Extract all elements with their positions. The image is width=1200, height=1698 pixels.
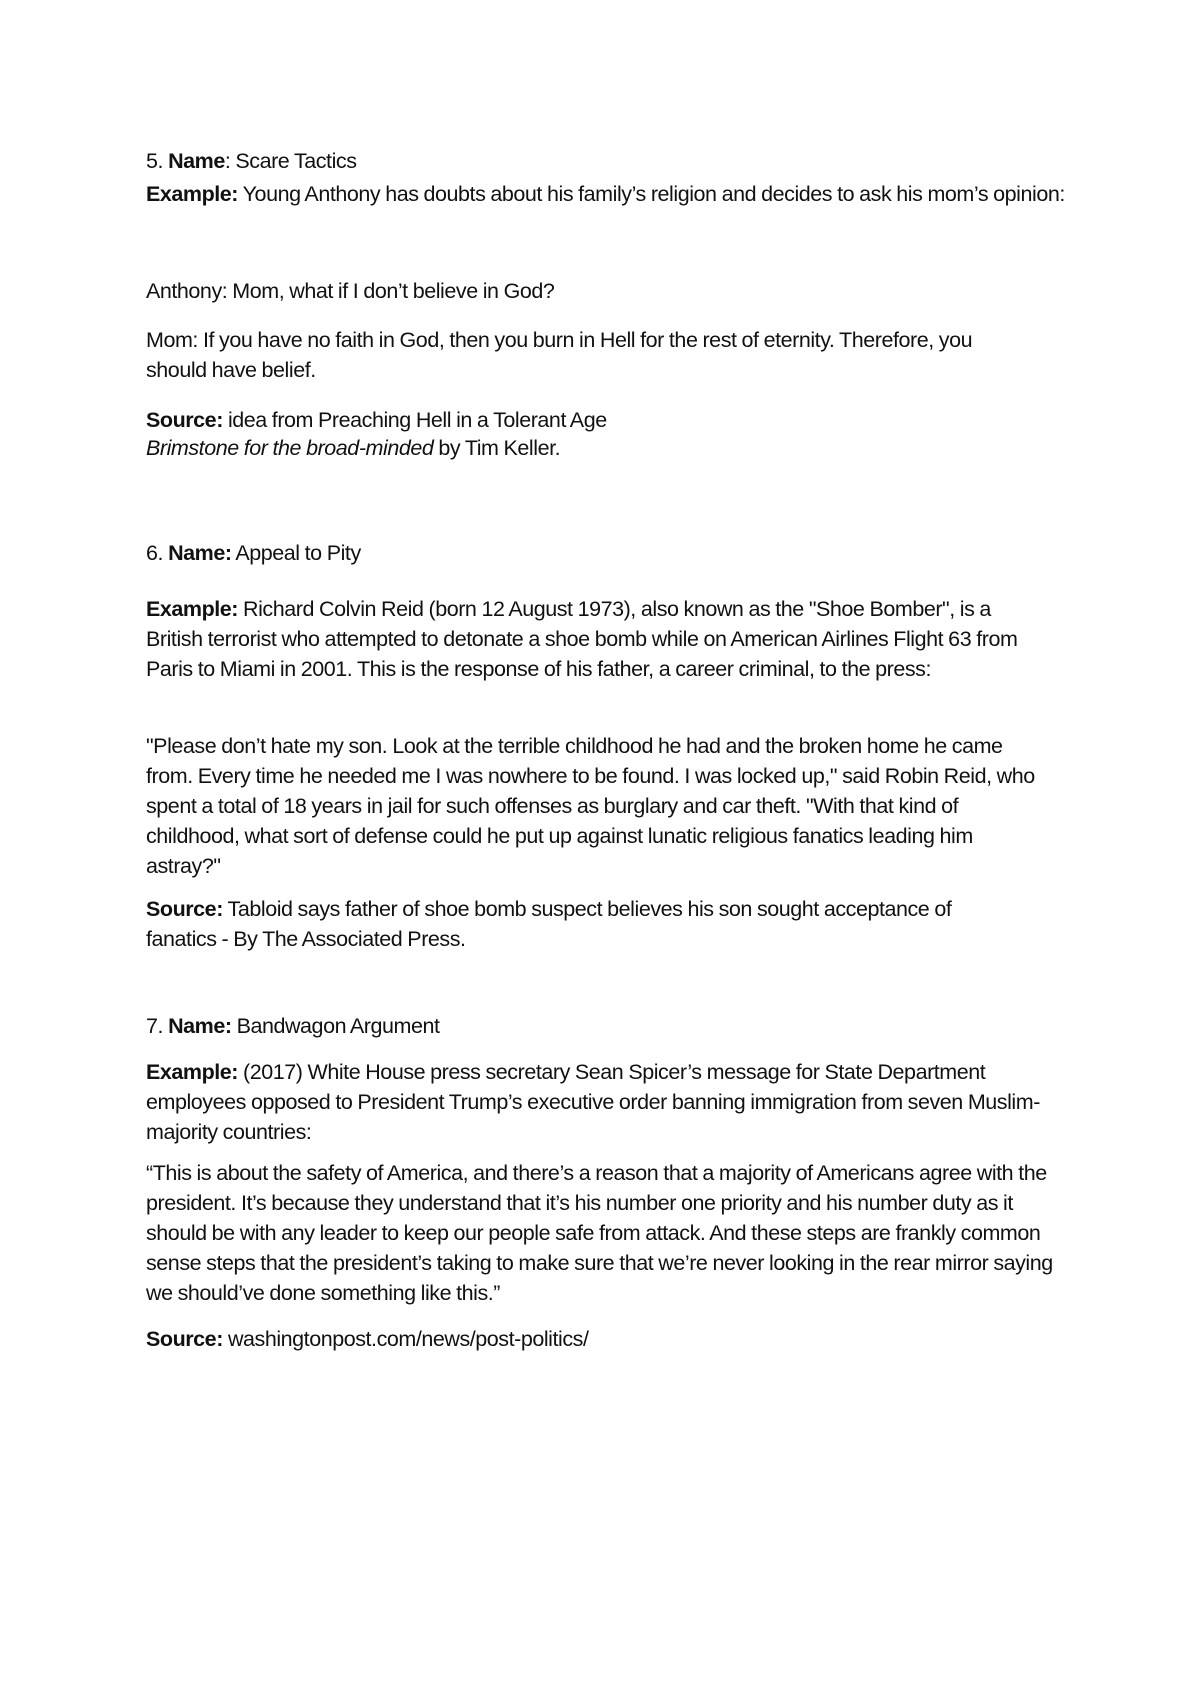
section-number: 5.	[146, 149, 164, 173]
section-name: Bandwagon Argument	[236, 1014, 440, 1038]
section-name: Scare Tactics	[235, 149, 357, 173]
source-text: Tabloid says father of shoe bomb suspect believes his son sought acceptance of fanatics - By The Associated Press.	[146, 897, 952, 951]
source-label: Source:	[146, 897, 223, 921]
name-label: Name	[168, 149, 225, 173]
example-text: Richard Colvin Reid (born 12 August 1973), also known as the "Shoe Bomber", is a British terrorist who attempted to detonate a shoe bomb while on American Airlines Flight 63 from Paris to Miami in 2001. This is the response of his father, a career criminal, to the press:	[146, 597, 1018, 681]
example-label: Example:	[146, 597, 238, 621]
section-6-source	[146, 894, 1026, 954]
example-text: Young Anthony has doubts about his family’s religion and decides to ask his mom’s opinion:	[242, 182, 1065, 206]
source-author: by Tim Keller.	[433, 436, 561, 460]
section-number: 7.	[146, 1014, 164, 1038]
section-number: 6.	[146, 541, 164, 565]
source-label: Source:	[146, 408, 223, 432]
source-text: idea from Preaching Hell in a Tolerant Age	[227, 408, 607, 432]
source-label: Source:	[146, 1327, 223, 1351]
dialogue-line: Anthony: Mom, what if I don’t believe in God?	[146, 279, 555, 303]
section-5-heading: 5. Name: Scare Tactics	[146, 149, 357, 173]
section-7-example	[146, 1057, 1046, 1147]
example-label: Example:	[146, 182, 238, 206]
example-label: Example:	[146, 1060, 238, 1084]
section-7-source	[146, 1324, 1066, 1354]
section-6-example	[146, 594, 1046, 684]
source-text: washingtonpost.com/news/post-politics/	[227, 1327, 589, 1351]
section-7-heading	[146, 1011, 440, 1041]
example-text: (2017) White House press secretary Sean Spicer’s message for State Department employees opposed to President Trump’s executive order banning immigration from seven Muslim-majority countries:	[146, 1060, 1040, 1144]
source-italic-title: Brimstone for the broad-minded	[146, 436, 434, 460]
name-label: Name:	[168, 1014, 232, 1038]
section-name: Appeal to Pity	[235, 541, 361, 565]
section-5-source-line2	[146, 433, 1066, 463]
section-6-quote: "Please don’t hate my son. Look at the terrible childhood he had and the broken home he came from. Every time he needed me I was nowhere to be found. I was locked up," said Robin Reid, who spent a total of 18 years in jail for such offenses as burglary and car theft. "With that kind of childhood, what sort of defense could he put up against lunatic religious fanatics leading him astray?"	[146, 734, 1035, 878]
dialogue-line: Mom: If you have no faith in God, then you burn in Hell for the rest of eternity. Therefore, you should have belief.	[146, 328, 973, 382]
section-5-example	[146, 179, 1066, 209]
section-7-quote: “This is about the safety of America, and there’s a reason that a majority of Americans agree with the president. It’s because they understand that it’s his number one priority and his number duty as it should be with any leader to keep our people safe from attack. And these steps are frankly common sense steps that the president’s taking to make sure that we’re never looking in the rear mirror saying we should’ve done something like this.”	[146, 1161, 1053, 1305]
section-5-source	[146, 405, 1066, 435]
name-label: Name:	[168, 541, 232, 565]
section-6-heading	[146, 538, 361, 568]
